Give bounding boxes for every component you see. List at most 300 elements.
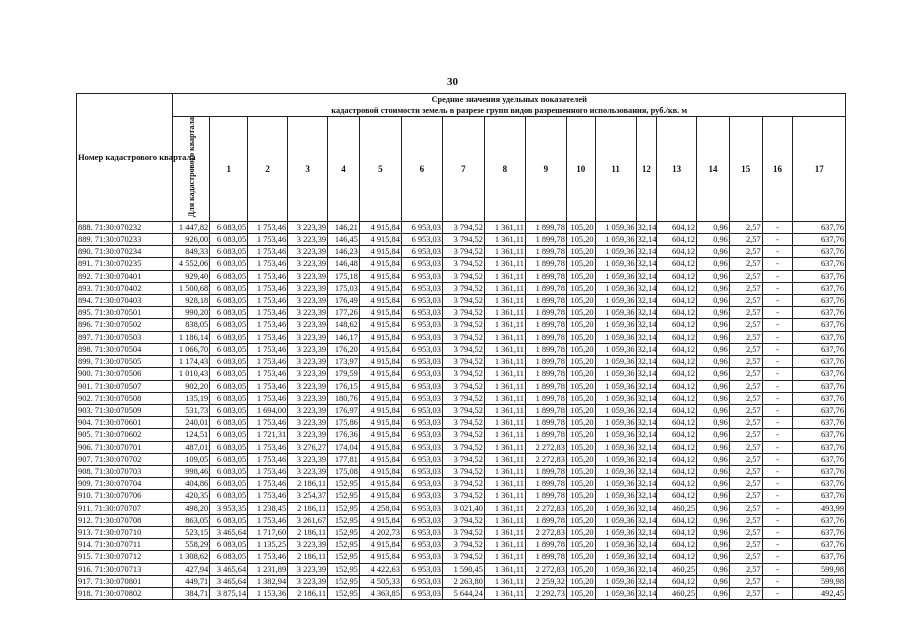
value-cell: 1 753,46 (248, 490, 288, 502)
value-cell: 3 794,52 (442, 514, 484, 526)
value-cell: 175,18 (328, 270, 360, 282)
indicator-title-line-1: Средние значения удельных показателей (431, 95, 587, 104)
value-cell: 604,12 (657, 368, 697, 380)
value-cell: 6 083,05 (210, 343, 248, 355)
value-cell: 2,57 (729, 441, 762, 453)
value-cell: 604,12 (657, 575, 697, 587)
value-cell: 6 953,03 (401, 282, 442, 294)
value-cell: 0,96 (697, 221, 730, 233)
group-header-7: 7 (442, 117, 484, 221)
value-cell: - (762, 526, 793, 538)
value-cell: 1 899,78 (525, 331, 566, 343)
value-cell: 3 276,27 (288, 441, 328, 453)
value-cell: 2,57 (729, 331, 762, 343)
value-cell: 1 361,11 (484, 478, 525, 490)
value-cell: 3 223,39 (288, 392, 328, 404)
value-cell: 2,57 (729, 319, 762, 331)
value-cell: 6 953,03 (401, 539, 442, 551)
group-header-17: 17 (793, 117, 846, 221)
value-cell: 1 361,11 (484, 343, 525, 355)
value-cell: 0,96 (697, 563, 730, 575)
value-cell: 32,14 (637, 308, 657, 318)
quarter-value-cell: 1 174,43 (173, 356, 210, 368)
value-cell: - (762, 453, 793, 465)
value-cell: - (762, 502, 793, 514)
value-cell: 1 059,36 (595, 453, 636, 465)
value-cell: 1 753,46 (248, 465, 288, 477)
value-cell: 1 753,46 (248, 356, 288, 368)
value-cell: 1 899,78 (525, 356, 566, 368)
quarter-value-cell: 420,35 (173, 490, 210, 502)
value-cell: 2,57 (729, 295, 762, 307)
value-cell: 4 915,84 (359, 307, 401, 319)
value-cell: 1 361,11 (484, 234, 525, 246)
value-cell: 1 753,46 (248, 392, 288, 404)
value-cell: - (762, 551, 793, 563)
value-cell: 1 361,11 (484, 587, 525, 599)
value-cell: 4 915,84 (359, 246, 401, 258)
value-cell: 1 059,36 (595, 295, 636, 307)
value-cell: 1 059,36 (595, 392, 636, 404)
value-cell: 2,57 (729, 563, 762, 575)
value-cell: 2,57 (729, 404, 762, 416)
value-cell: 6 083,05 (210, 270, 248, 282)
value-cell: 1 753,46 (248, 551, 288, 563)
value-cell: 105,20 (566, 295, 595, 307)
value-cell: 1 899,78 (525, 429, 566, 441)
value-cell: 1 059,36 (595, 465, 636, 477)
value-cell: 6 083,05 (210, 368, 248, 380)
value-cell: 2,57 (729, 307, 762, 319)
value-cell: 604,12 (657, 417, 697, 429)
value-cell: 637,76 (793, 404, 846, 416)
value-cell: 0,96 (697, 587, 730, 599)
quarter-value-cell: 1 010,43 (173, 368, 210, 380)
value-cell: 1 361,11 (484, 514, 525, 526)
value-cell: 6 953,03 (401, 526, 442, 538)
value-cell: 3 794,52 (442, 343, 484, 355)
value-cell: 3 465,64 (210, 563, 248, 575)
value-cell: 176,15 (328, 380, 360, 392)
value-cell: 4 915,84 (359, 270, 401, 282)
value-cell: 3 794,52 (442, 295, 484, 307)
value-cell: 492,45 (793, 587, 846, 599)
value-cell: 1 361,11 (484, 465, 525, 477)
value-cell: 3 794,52 (442, 392, 484, 404)
cadastral-number-cell: 912. 71:30:070708 (77, 514, 173, 526)
value-cell: 2 292,73 (525, 587, 566, 599)
value-cell: 604,12 (657, 478, 697, 490)
value-cell: 0,96 (697, 526, 730, 538)
value-cell: 1 753,46 (248, 478, 288, 490)
value-cell: 105,20 (566, 587, 595, 599)
value-cell: - (762, 539, 793, 551)
value-cell: 6 083,05 (210, 441, 248, 453)
value-cell: 6 953,03 (401, 417, 442, 429)
value-cell: 1 361,11 (484, 490, 525, 502)
value-cell: 6 083,05 (210, 307, 248, 319)
value-cell: 0,96 (697, 356, 730, 368)
value-cell: 604,12 (657, 465, 697, 477)
value-cell: 2,57 (729, 453, 762, 465)
value-cell: 32,14 (637, 479, 657, 489)
cadastral-number-header: Номер кадастрового квартала (77, 94, 173, 222)
value-cell: 3 021,40 (442, 502, 484, 514)
value-cell: 1 899,78 (525, 465, 566, 477)
value-cell: 2,57 (729, 343, 762, 355)
value-cell: 6 953,03 (401, 453, 442, 465)
value-cell: 0,96 (697, 270, 730, 282)
quarter-value-cell: 990,20 (173, 307, 210, 319)
value-cell: 6 953,03 (401, 270, 442, 282)
value-cell: 3 223,39 (288, 453, 328, 465)
value-cell: 1 059,36 (595, 270, 636, 282)
group-header-12: 12 (636, 117, 657, 221)
value-cell: 1 059,36 (595, 417, 636, 429)
value-cell: 0,96 (697, 307, 730, 319)
value-cell: 6 083,05 (210, 380, 248, 392)
value-cell: 1 899,78 (525, 417, 566, 429)
value-cell: 32,14 (637, 418, 657, 428)
value-cell: 2,57 (729, 356, 762, 368)
value-cell: 637,76 (793, 331, 846, 343)
quarter-value-cell: 109,05 (173, 453, 210, 465)
quarter-value-cell: 929,40 (173, 270, 210, 282)
value-cell: 6 953,03 (401, 514, 442, 526)
group-header-2: 2 (248, 117, 288, 221)
value-cell: 604,12 (657, 356, 697, 368)
value-cell: 2,57 (729, 221, 762, 233)
value-cell: 3 223,39 (288, 575, 328, 587)
quarter-value-cell: 1 447,82 (173, 221, 210, 233)
cadastral-number-cell: 910. 71:30:070706 (77, 490, 173, 502)
cadastral-number-cell: 899. 71:30:070505 (77, 356, 173, 368)
value-cell: 0,96 (697, 514, 730, 526)
value-cell: 1 361,11 (484, 270, 525, 282)
value-cell: 3 465,64 (210, 575, 248, 587)
value-cell: 637,76 (793, 453, 846, 465)
value-cell: 32,14 (637, 442, 657, 452)
value-cell: 637,76 (793, 478, 846, 490)
cadastral-number-cell: 913. 71:30:070710 (77, 526, 173, 538)
value-cell: - (762, 380, 793, 392)
cadastral-value-table (76, 93, 846, 600)
value-cell: 6 953,03 (401, 234, 442, 246)
value-cell: 1 361,11 (484, 453, 525, 465)
value-cell: 146,23 (328, 246, 360, 258)
value-cell: 3 223,39 (288, 563, 328, 575)
value-cell: 152,95 (328, 478, 360, 490)
value-cell: 2 186,11 (288, 526, 328, 538)
value-cell: 6 083,05 (210, 539, 248, 551)
group-header-9: 9 (525, 117, 566, 221)
value-cell: 604,12 (657, 490, 697, 502)
value-cell: 32,14 (637, 320, 657, 330)
value-cell: 637,76 (793, 295, 846, 307)
table-row (77, 478, 846, 490)
value-cell: 176,97 (328, 404, 360, 416)
value-cell: 1 059,36 (595, 514, 636, 526)
cadastral-number-cell: 893. 71:30:070402 (77, 282, 173, 294)
cadastral-number-cell: 890. 71:30:070234 (77, 246, 173, 258)
value-cell: 1 753,46 (248, 246, 288, 258)
value-cell: 3 794,52 (442, 490, 484, 502)
cadastral-number-cell: 888. 71:30:070232 (77, 221, 173, 233)
value-cell: 637,76 (793, 526, 846, 538)
value-cell: 3 794,52 (442, 307, 484, 319)
table-row (77, 331, 846, 343)
value-cell: 1 899,78 (525, 514, 566, 526)
value-cell: 32,14 (637, 259, 657, 269)
value-cell: 1 899,78 (525, 234, 566, 246)
table-row (77, 465, 846, 477)
value-cell: 6 083,05 (210, 392, 248, 404)
header-row-groups (77, 117, 846, 221)
value-cell: - (762, 404, 793, 416)
value-cell: 1 721,31 (248, 429, 288, 441)
value-cell: 0,96 (697, 539, 730, 551)
value-cell: 1 753,46 (248, 307, 288, 319)
value-cell: 152,95 (328, 514, 360, 526)
value-cell: 1 361,11 (484, 307, 525, 319)
value-cell: 637,76 (793, 392, 846, 404)
value-cell: 176,36 (328, 429, 360, 441)
value-cell: 32,14 (637, 564, 657, 574)
value-cell: 1 753,46 (248, 221, 288, 233)
value-cell: 3 223,39 (288, 404, 328, 416)
value-cell: 1 899,78 (525, 282, 566, 294)
value-cell: 5 644,24 (442, 587, 484, 599)
cadastral-number-cell: 902. 71:30:070508 (77, 392, 173, 404)
value-cell: 105,20 (566, 490, 595, 502)
value-cell: 0,96 (697, 417, 730, 429)
value-cell: 6 083,05 (210, 258, 248, 270)
value-cell: 0,96 (697, 453, 730, 465)
group-header-4: 4 (328, 117, 360, 221)
value-cell: 604,12 (657, 246, 697, 258)
value-cell: 3 223,39 (288, 539, 328, 551)
value-cell: 3 794,52 (442, 234, 484, 246)
value-cell: 1 361,11 (484, 563, 525, 575)
value-cell: 637,76 (793, 270, 846, 282)
value-cell: 2 272,83 (525, 453, 566, 465)
value-cell: 3 794,52 (442, 404, 484, 416)
value-cell: 1 361,11 (484, 356, 525, 368)
quarter-value-cell: 926,00 (173, 234, 210, 246)
value-cell: 32,14 (637, 552, 657, 562)
value-cell: 6 953,03 (401, 490, 442, 502)
quarter-value-cell: 404,86 (173, 478, 210, 490)
value-cell: 0,96 (697, 392, 730, 404)
value-cell: 0,96 (697, 575, 730, 587)
value-cell: 4 915,84 (359, 234, 401, 246)
table-row (77, 453, 846, 465)
group-header-13: 13 (657, 117, 697, 221)
value-cell: 105,20 (566, 307, 595, 319)
value-cell: 6 083,05 (210, 356, 248, 368)
value-cell: 3 794,52 (442, 246, 484, 258)
cadastral-number-cell: 896. 71:30:070502 (77, 319, 173, 331)
table-row (77, 587, 846, 599)
value-cell: 152,95 (328, 526, 360, 538)
value-cell: 604,12 (657, 295, 697, 307)
value-cell: 1 382,94 (248, 575, 288, 587)
value-cell: 1 753,46 (248, 343, 288, 355)
value-cell: 1 361,11 (484, 221, 525, 233)
value-cell: 0,96 (697, 295, 730, 307)
value-cell: 6 953,03 (401, 478, 442, 490)
value-cell: 2,57 (729, 270, 762, 282)
value-cell: 175,86 (328, 417, 360, 429)
value-cell: 604,12 (657, 258, 697, 270)
value-cell: 3 794,52 (442, 368, 484, 380)
value-cell: 2,57 (729, 417, 762, 429)
quarter-value-cell: 531,73 (173, 404, 210, 416)
value-cell: 105,20 (566, 526, 595, 538)
value-cell: 6 953,03 (401, 331, 442, 343)
table-row (77, 441, 846, 453)
value-cell: 1 753,46 (248, 319, 288, 331)
group-header-10: 10 (566, 117, 595, 221)
value-cell: - (762, 295, 793, 307)
quarter-value-cell: 1 308,62 (173, 551, 210, 563)
value-cell: 0,96 (697, 478, 730, 490)
group-header-16: 16 (762, 117, 793, 221)
value-cell: 637,76 (793, 258, 846, 270)
header-row-title (77, 94, 846, 117)
value-cell: 637,76 (793, 417, 846, 429)
value-cell: 177,81 (328, 453, 360, 465)
value-cell: 3 794,52 (442, 270, 484, 282)
value-cell: 3 794,52 (442, 429, 484, 441)
cadastral-number-cell: 907. 71:30:070702 (77, 453, 173, 465)
value-cell: 1 361,11 (484, 539, 525, 551)
value-cell: 604,12 (657, 404, 697, 416)
value-cell: 1 361,11 (484, 441, 525, 453)
value-cell: 32,14 (637, 540, 657, 550)
table-row (77, 246, 846, 258)
table-row (77, 270, 846, 282)
value-cell: 6 083,05 (210, 319, 248, 331)
value-cell: 6 083,05 (210, 429, 248, 441)
value-cell: 1 361,11 (484, 502, 525, 514)
value-cell: 0,96 (697, 282, 730, 294)
cadastral-number-cell: 906. 71:30:070701 (77, 441, 173, 453)
value-cell: 105,20 (566, 380, 595, 392)
value-cell: 6 953,03 (401, 246, 442, 258)
value-cell: 6 083,05 (210, 478, 248, 490)
value-cell: 1 899,78 (525, 490, 566, 502)
value-cell: 6 953,03 (401, 465, 442, 477)
cadastral-number-cell: 918. 71:30:070802 (77, 587, 173, 599)
quarter-value-cell: 4 552,06 (173, 258, 210, 270)
value-cell: 105,20 (566, 319, 595, 331)
value-cell: 1 899,78 (525, 343, 566, 355)
value-cell: 1 361,11 (484, 392, 525, 404)
value-cell: - (762, 575, 793, 587)
value-cell: - (762, 356, 793, 368)
value-cell: 637,76 (793, 490, 846, 502)
value-cell: 6 083,05 (210, 404, 248, 416)
value-cell: 3 794,52 (442, 221, 484, 233)
value-cell: 4 363,85 (359, 587, 401, 599)
value-cell: 6 083,05 (210, 514, 248, 526)
value-cell: 1 753,46 (248, 380, 288, 392)
quarter-value-cell: 1 066,70 (173, 343, 210, 355)
quarter-value-cell: 449,71 (173, 575, 210, 587)
value-cell: 2,57 (729, 429, 762, 441)
value-cell: 637,76 (793, 356, 846, 368)
quarter-value-cell: 928,18 (173, 295, 210, 307)
value-cell: 1 153,36 (248, 587, 288, 599)
cadastral-number-cell: 909. 71:30:070704 (77, 478, 173, 490)
value-cell: 105,20 (566, 331, 595, 343)
value-cell: 604,12 (657, 441, 697, 453)
cadastral-number-cell: 891. 71:30:070235 (77, 258, 173, 270)
value-cell: 3 261,67 (288, 514, 328, 526)
value-cell: 32,14 (637, 296, 657, 306)
group-header-15: 15 (729, 117, 762, 221)
value-cell: 3 223,39 (288, 307, 328, 319)
value-cell: 3 875,14 (210, 587, 248, 599)
value-cell: 2 186,11 (288, 478, 328, 490)
cadastral-number-cell: 904. 71:30:070601 (77, 417, 173, 429)
value-cell: 1 059,36 (595, 246, 636, 258)
value-cell: 32,14 (637, 381, 657, 391)
value-cell: 604,12 (657, 234, 697, 246)
value-cell: 2 263,80 (442, 575, 484, 587)
value-cell: 1 059,36 (595, 282, 636, 294)
value-cell: 6 953,03 (401, 356, 442, 368)
value-cell: 32,14 (637, 369, 657, 379)
group-header-3: 3 (288, 117, 328, 221)
value-cell: 1 231,89 (248, 563, 288, 575)
value-cell: 4 202,73 (359, 526, 401, 538)
value-cell: 6 083,05 (210, 295, 248, 307)
value-cell: 1 059,36 (595, 526, 636, 538)
value-cell: 32,14 (637, 527, 657, 537)
value-cell: 148,62 (328, 319, 360, 331)
value-cell: 4 505,33 (359, 575, 401, 587)
table-row (77, 429, 846, 441)
value-cell: 6 083,05 (210, 453, 248, 465)
quarter-header (173, 117, 210, 221)
quarter-value-cell: 902,20 (173, 380, 210, 392)
value-cell: 3 465,64 (210, 526, 248, 538)
value-cell: 4 915,84 (359, 392, 401, 404)
value-cell: 3 223,39 (288, 246, 328, 258)
value-cell: 1 899,78 (525, 221, 566, 233)
value-cell: 105,20 (566, 258, 595, 270)
value-cell: 3 794,52 (442, 319, 484, 331)
value-cell: 105,20 (566, 417, 595, 429)
value-cell: 3 794,52 (442, 551, 484, 563)
value-cell: 32,14 (637, 357, 657, 367)
value-cell: 146,48 (328, 258, 360, 270)
value-cell: 0,96 (697, 258, 730, 270)
value-cell: 3 223,39 (288, 465, 328, 477)
value-cell: 2 186,11 (288, 502, 328, 514)
value-cell: 637,76 (793, 319, 846, 331)
value-cell: 6 953,03 (401, 295, 442, 307)
quarter-value-cell: 863,05 (173, 514, 210, 526)
value-cell: - (762, 343, 793, 355)
value-cell: 0,96 (697, 429, 730, 441)
value-cell: 2,57 (729, 380, 762, 392)
quarter-value-cell: 1 186,14 (173, 331, 210, 343)
value-cell: 1 361,11 (484, 319, 525, 331)
value-cell: 1 753,46 (248, 417, 288, 429)
